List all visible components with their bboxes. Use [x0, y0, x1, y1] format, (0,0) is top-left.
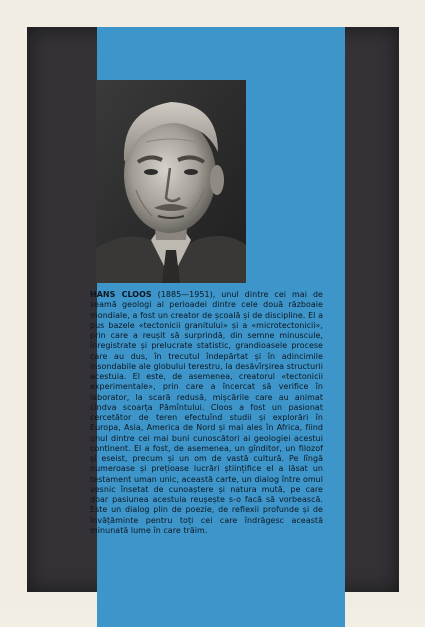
author-name: HANS CLOOS [90, 290, 152, 299]
portrait-image [96, 80, 246, 283]
biography-text: (1885—1951), unul dintre cei mai de seamă geologi ai perioadei dintre cele două războaie mondiale, a fost un creator de școală și de discipline. El a pus bazele «tectonicii granitului» și a «microtectonicii», prin care a reușit să surprindă, din semne minuscule, înregistrate și prelucrate statistic, grandioasele procese care au dus, în trecutul îndepărtat și în adincimile insondabile ale globului terestru, la desăvîrșirea structurii acestuia. El este, de asemenea, creatorul «tectonicii experimentale», prin care a încercat să verifice în laborator, la scară redusă, mișcările care au animat cîndva scoarța Pămîntului. Cloos a fost un pasionat cercetător de teren efectuînd studii și explorări în Europa, Asia, America de Nord și mai ales în Africa, fiind unul dintre cei mai buni cunoscători ai geologiei acestui continent. El a fost, de asemenea, un gînditor, un filozof și eseist, precum și un om de vastă cultură. Pe lîngă numeroase și prețioase lucrări științifice el a lăsat un testament uman unic, această carte, un dialog între omul vesnic însetat de cunoaștere și natura mută, pe care doar pasiunea acestuia reușește s-o facă să vorbească. Este un dialog plin de poezie, de reflexii profunde și de învățăminte pentru toți cei care îndrăgesc această minunată lume în care trăim. [90, 290, 323, 535]
author-portrait-photo [96, 80, 246, 283]
author-biography [90, 290, 323, 536]
